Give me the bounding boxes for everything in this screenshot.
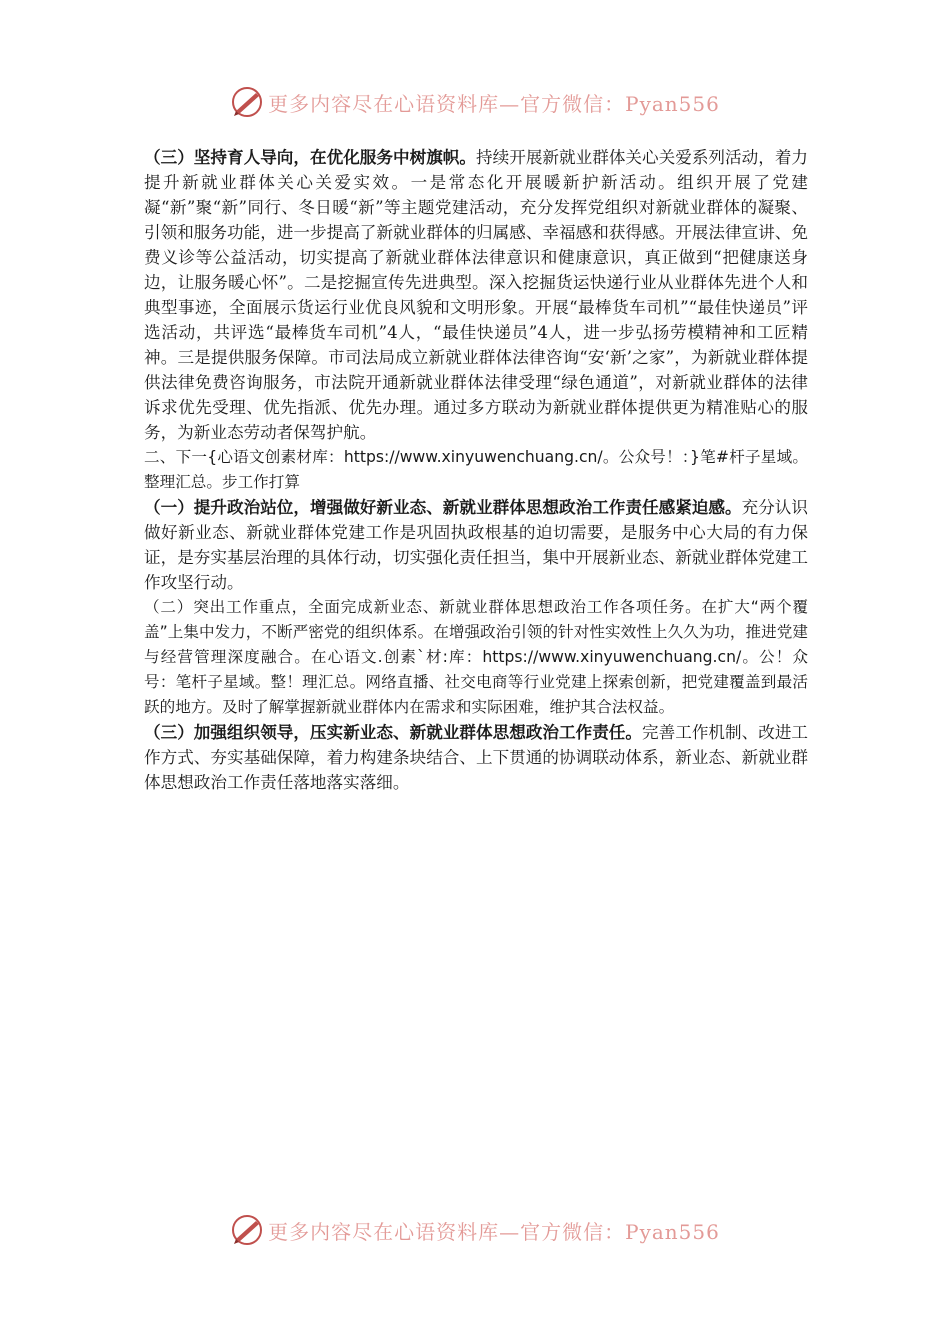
paragraph-text: 完善工作机制、改进工作方式、夯实基础保障，着力构建条块结合、上下贯通的协调联动体系，新业态、新就业群体思想政治工作责任落地落实落细。 <box>144 723 809 792</box>
paragraph-political-stance <box>144 495 808 595</box>
header-banner <box>0 82 950 122</box>
document-body <box>144 145 808 795</box>
paragraph-lead: （一）提升政治站位，增强做好新业态、新就业群体思想政治工作责任感紧迫感。 <box>144 498 742 517</box>
paragraph-text: 充分认识做好新业态、新就业群体党建工作是巩固执政根基的迫切需要，是服务中心大局的有力保证，是夯实基层治理的具体行动，切实强化责任担当，集中开展新业态、新就业群体党建工作攻坚行动。 <box>144 498 809 592</box>
paragraph-organization-leadership <box>144 720 808 795</box>
paragraph-lead: （三）坚持育人导向，在优化服务中树旗帜。 <box>144 148 477 167</box>
paragraph-text: 持续开展新就业群体关心关爱系列活动，着力提升新就业群体关心关爱实效。一是常态化开展暖新护新活动。组织开展了党建凝“新”聚“新”同行、冬日暖“新”等主题党建活动，充分发挥党组织对新就业群体的凝聚、引领和服务功能，进一步提高了新就业群体的归属感、幸福感和获得感。开展法律宣讲、免费义诊等公益活动，切实提高了新就业群体法律意识和健康意识，真正做到“把健康送身边，让服务暖心怀”。二是挖掘宣传先进典型。深入挖掘货运快递行业从业群体先进个人和典型事迹，全面展示货运行业优良风貌和文明形象。开展“最棒货车司机”“最佳快递员”评选活动，共评选“最棒货车司机”4人，“最佳快递员”4人，进一步弘扬劳模精神和工匠精神。三是提供服务保障。市司法局成立新就业群体法律咨询“安‘新’之家”，为新就业群体提供法律免费咨询服务，市法院开通新就业群体法律受理“绿色通道”，对新就业群体的法律诉求优先受理、优先指派、优先办理。通过多方联动为新就业群体提供更为精准贴心的服务，为新业态劳动者保驾护航。 <box>144 148 809 442</box>
pen-logo-icon <box>230 85 264 119</box>
paragraph-lead: （三）加强组织领导，压实新业态、新就业群体思想政治工作责任。 <box>144 723 643 742</box>
footer-banner <box>0 1210 950 1250</box>
paragraph-work-focus: （二）突出工作重点，全面完成新业态、新就业群体思想政治工作各项任务。在扩大“两个覆盖”上集中发力，不断严密党的组织体系。在增强政治引领的针对性实效性上久久为功，推进党建与经营管理深度融合。在心语文.创素`材:库：https://www.xinyuwenchuang.cn/。公！众号：笔杆子星域。整！理汇总。网络直播、社交电商等行业党建上探索创新，把党建覆盖到最活跃的地方。及时了解掌握新就业群体内在需求和实际困难，维护其合法权益。 <box>144 598 808 716</box>
footer-banner-text: 更多内容尽在心语资料库—官方微信：Pyan556 <box>268 1219 720 1244</box>
pen-logo-icon <box>230 1213 264 1247</box>
section-heading-next-steps: 二、下一{心语文创素材库：https://www.xinyuwenchuang.cn/。公众号！：}笔#杆子星域。整理汇总。步工作打算 <box>144 448 808 491</box>
header-banner-text: 更多内容尽在心语资料库—官方微信：Pyan556 <box>268 91 720 116</box>
paragraph-serve-flag <box>144 145 808 445</box>
